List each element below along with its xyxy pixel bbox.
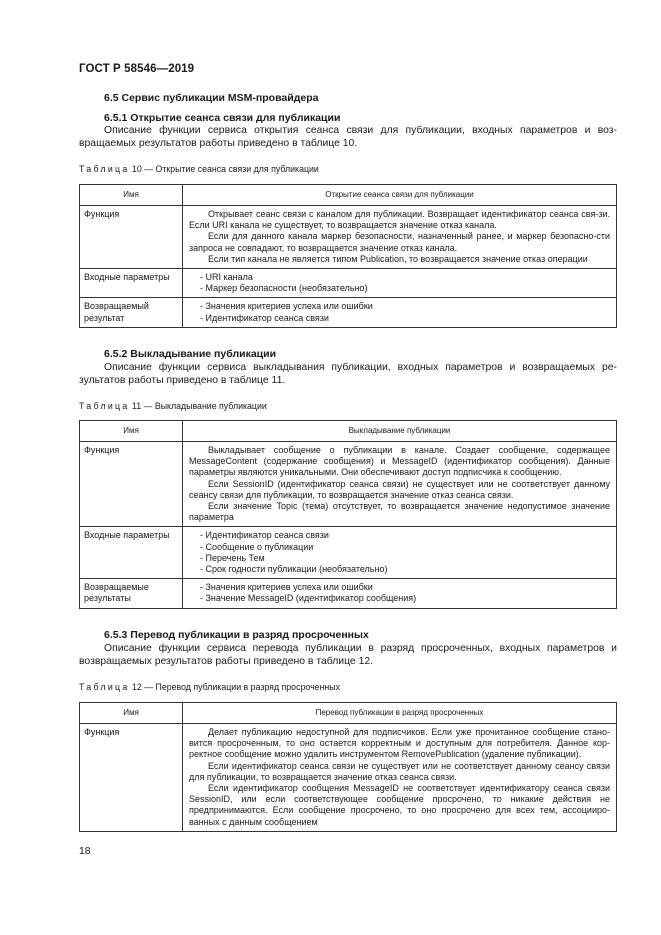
table-row [80,527,617,579]
function-paragraph: Выкладывает сообщение о публикации в канале. Создает сообщение, содержащее MessageContent (содержание сообщения) и MessageID (идентификатор сообщения). Данные параметры являются уникальными. Они обеспечивают доступ подписчика к сообщению. [189,445,610,478]
row-content [183,527,617,579]
row-content [183,442,617,527]
list-item: - Значения критериев успеха или ошибки [200,301,373,312]
caption-prefix: Таблица [79,682,130,692]
function-paragraph: Открывает сеанс связи с каналом для публикации. Возвращает идентификатор сеанса свя-зи. Если URI канала не существует, то возвращается значение отказ канала. [189,209,610,231]
page-number: 18 [79,846,91,857]
table-10 [79,184,617,328]
row-label: Входные параметры [80,269,183,298]
table-header-row [80,185,617,206]
row-label: Входные параметры [80,527,183,579]
intro-line: Описание функции сервиса открытия сеанса связи для публикации, входных параметров и воз- [104,125,617,136]
caption-prefix: Таблица [79,401,130,411]
table-12 [79,702,617,832]
col-description-header: Открытие сеанса связи для публикации [183,185,617,206]
col-name-header: Имя [80,185,183,206]
row-label: Возвращаемый результат [80,298,183,327]
table-10-caption [79,164,319,174]
table-row [80,579,617,608]
row-label: Функция [80,724,183,832]
caption-text: 11 — Выкладывание публикации [129,401,267,411]
list-item: - URI канала [200,272,253,283]
intro-line: возвращаемых результатов работы приведено в таблице 12. [79,656,374,668]
table-12-caption [79,682,340,692]
subsection-6-5-3-intro [79,642,617,669]
table-row [80,269,617,298]
list-item: - Значения критериев успеха или ошибки [200,582,373,593]
caption-text: 12 — Перевод публикации в разряд просроченных [129,682,340,692]
intro-line: Описание функции сервиса выкладывания публикации, входных параметров и возвращаемых ре- [104,362,617,373]
row-content [183,724,617,832]
function-paragraph: Если SessionID (идентификатор сеанса связи) не существует или не соответствует данному сеансу связи для публикации, то возвращается значение отказ сеанса связи. [189,478,610,500]
caption-text: 10 — Открытие сеанса связи для публикации [129,164,319,174]
subsection-6-5-1-title: 6.5.1 Открытие сеанса связи для публикации [104,112,341,124]
caption-prefix: Таблица [79,164,130,174]
list-item: - Срок годности публикации (необязательно) [200,564,388,575]
table-11 [79,420,617,609]
table-header-row [80,703,617,724]
col-description-header: Выкладывание публикации [183,421,617,442]
table-row [80,724,617,832]
row-content [183,269,617,298]
col-name-header: Имя [80,421,183,442]
list-item: - Идентификатор сеанса связи [200,312,329,323]
row-label: Возвращаемые результаты [80,579,183,608]
subsection-6-5-3-title: 6.5.3 Перевод публикации в разряд просроченных [104,629,369,641]
function-paragraph: Если тип канала не является типом Publication, то возвращается значение отказ операции [208,253,588,264]
list-item: - Идентификатор сеанса связи [200,530,329,541]
row-content [183,579,617,608]
list-item: - Сообщение о публикации [200,541,314,552]
table-row [80,298,617,327]
list-item: - Значение MessageID (идентификатор сообщения) [200,593,417,604]
intro-line: зультатов работы приведено в таблице 11. [79,375,286,387]
list-item: - Маркер безопасности (необязательно) [200,283,368,294]
function-paragraph: Делает публикацию недоступной для подписчиков. Если уже прочитанное сообщение стано-вится просроченным, то оно остается корректным и доступным для потребителя. Данное кор-ректное сообщение можно удалить инструментом RemovePublication (удаление публикации). [189,727,610,760]
function-paragraph: Если значение Topic (тема) отсутствует, то возвращается значение недопустимое значение параметра [189,501,610,523]
row-content [183,206,617,269]
table-11-caption [79,401,267,411]
table-header-row [80,421,617,442]
intro-line: Описание функции сервиса перевода публикации в разряд просроченных, входных параметров и [104,643,617,654]
subsection-6-5-2-intro [79,361,617,388]
col-description-header: Перевод публикации в разряд просроченных [183,703,617,724]
function-paragraph: Если для данного канала маркер безопасности, назначенный ранее, и маркер безопасно-сти запроса не совпадают, то возвращается значение отказ канала. [189,231,610,253]
intro-line: вращаемых результатов работы приведено в таблице 10. [79,138,358,150]
row-label: Функция [80,206,183,269]
table-row [80,206,617,269]
row-label: Функция [80,442,183,527]
standard-header: ГОСТ Р 58546—2019 [79,63,195,75]
function-paragraph: Если идентификатор сообщения MessageID не соответствует идентификатору сеанса связи SessionID, или если соответствующее сообщение просрочено, то никакие действия не предпринимаются. Если сообщение просрочено, то оно просрочено для всех тем, ассоцииро-ванных с данным сообщением [189,783,610,827]
row-content [183,298,617,327]
list-item: - Перечень Тем [200,552,265,563]
section-title: 6.5 Сервис публикации MSM-провайдера [104,92,319,104]
subsection-6-5-2-title: 6.5.2 Выкладывание публикации [104,348,277,360]
subsection-6-5-1-intro [79,124,617,151]
col-name-header: Имя [80,703,183,724]
function-paragraph: Если идентификатор сеанса связи не существует или не соответствует данному сеансу связи для публикации, то возвращается значение отказ сеанса связи. [189,760,610,782]
table-row [80,442,617,527]
